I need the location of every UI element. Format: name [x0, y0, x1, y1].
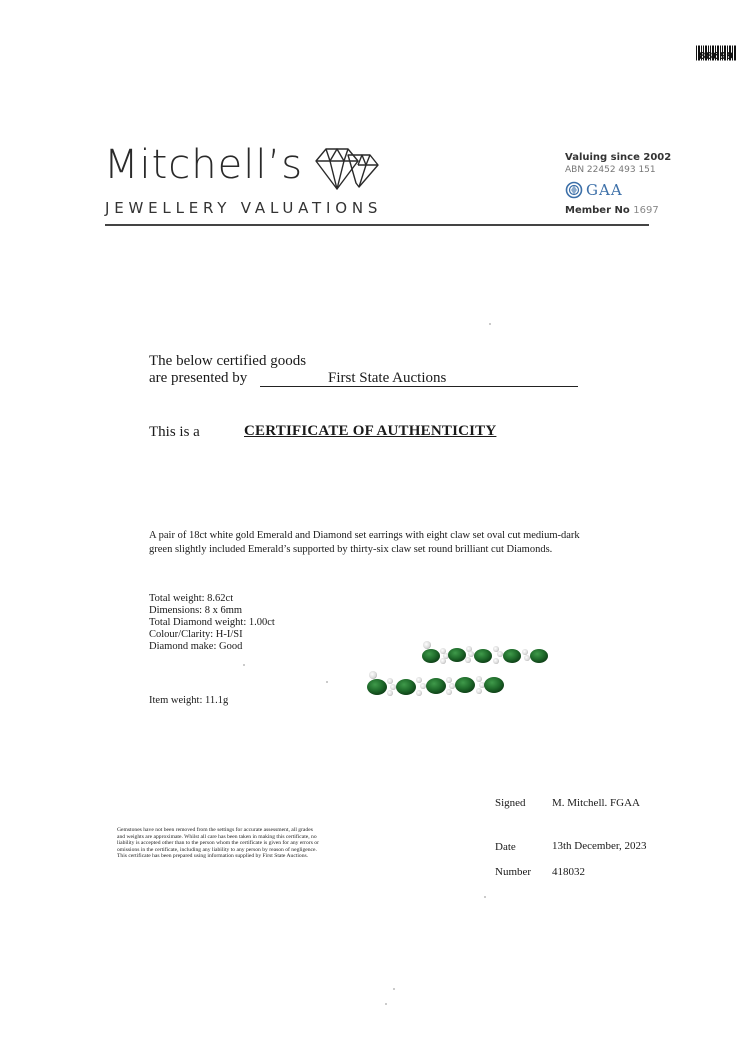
scan-speck	[484, 896, 486, 898]
disclaimer-text: Gemstones have not been removed from the settings for accurate assessment, all grades and weights are approximate. Whilst all care has been taken in making this certificate, no liability is accepted other than to the person whom the certificate is given for any errors or omissions in the certificate, including any liability to any person by reason of negligence. This certificate has been prepared using information supplied by First State Auctions.	[117, 827, 319, 859]
valuing-since: Valuing since 2002	[565, 152, 672, 163]
scan-speck	[489, 323, 491, 325]
scan-speck	[326, 681, 328, 683]
number-value: 418032	[552, 866, 585, 878]
dimensions: Dimensions: 8 x 6mm	[149, 605, 243, 616]
certificate-title: CERTIFICATE OF AUTHENTICITY	[244, 423, 497, 439]
colour-clarity: Colour/Clarity: H-I/SI	[149, 629, 243, 640]
abn-number: ABN 22452 493 151	[565, 165, 656, 175]
total-weight: Total weight: 8.62ct	[149, 593, 234, 604]
brand-subtitle: JEWELLERY VALUATIONS	[105, 199, 383, 217]
header-divider	[105, 224, 649, 226]
member-label: Member No	[565, 205, 630, 216]
item-specs	[149, 593, 275, 653]
scan-speck	[243, 664, 245, 666]
member-number-value: 1697	[633, 205, 659, 216]
earrings-photo	[355, 635, 555, 710]
gaa-label: GAA	[586, 181, 623, 199]
header-info	[565, 152, 671, 216]
gaa-logo-icon	[565, 181, 583, 199]
presenter-name: First State Auctions	[328, 370, 447, 386]
barcode-number: 88699	[698, 51, 734, 62]
number-label: Number	[495, 866, 532, 878]
total-diamond-weight: Total Diamond weight: 1.00ct	[149, 617, 275, 628]
signed-value: M. Mitchell. FGAA	[552, 797, 640, 809]
presenter-field	[260, 370, 578, 387]
scan-speck	[393, 988, 395, 990]
signed-label: Signed	[495, 797, 526, 809]
scan-speck	[385, 1003, 387, 1005]
gaa-badge	[565, 181, 671, 199]
date-label: Date	[495, 841, 516, 853]
presented-line-1: The below certified goods	[149, 353, 307, 369]
brand-name: Mitchell’s	[104, 142, 304, 188]
presented-line-2: are presented by	[149, 370, 248, 386]
diamond-make: Diamond make: Good	[149, 641, 243, 652]
date-value: 13th December, 2023	[552, 840, 647, 852]
member-number	[565, 205, 671, 216]
item-description: A pair of 18ct white gold Emerald and Diamond set earrings with eight claw set oval cut medium-dark green slightly included Emerald’s supported by thirty-six claw set round brilliant cut Diamonds.	[149, 530, 580, 555]
certificate-prefix: This is a	[149, 424, 200, 440]
diamond-logo-icon	[312, 145, 382, 193]
item-weight: Item weight: 11.1g	[149, 695, 229, 706]
